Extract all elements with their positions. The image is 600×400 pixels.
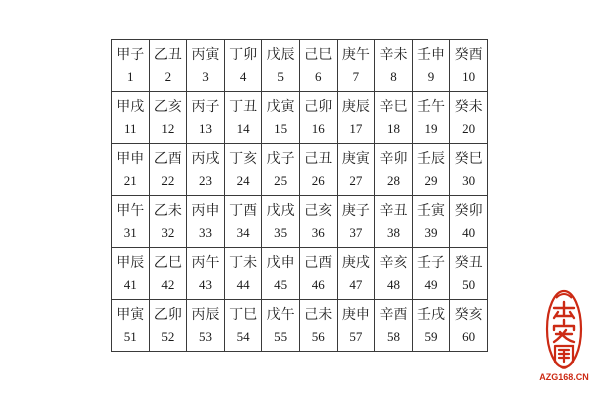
- cell-number: 31: [123, 224, 137, 240]
- cell-number: 44: [236, 276, 250, 292]
- table-row: [112, 300, 488, 352]
- cell-number: 6: [315, 68, 322, 84]
- cell-number: 14: [236, 120, 250, 136]
- table-cell: [149, 196, 187, 248]
- cell-name: 壬辰: [417, 150, 446, 167]
- sexagenary-cycle-table: [111, 39, 488, 352]
- cell-number: 51: [123, 328, 137, 344]
- cell-name: 丙寅: [191, 46, 220, 63]
- table-cell: [412, 196, 450, 248]
- cell-number: 57: [349, 328, 363, 344]
- cell-name: 己未: [304, 306, 333, 323]
- cell-name: 乙卯: [153, 306, 182, 323]
- cell-number: 48: [386, 276, 400, 292]
- cell-number: 29: [424, 172, 438, 188]
- cell-name: 乙未: [153, 202, 182, 219]
- seal-logo-icon: [542, 286, 586, 372]
- cell-name: 甲子: [116, 46, 145, 63]
- table-cell: [412, 40, 450, 92]
- table-cell: [112, 92, 150, 144]
- cell-name: 丙辰: [191, 306, 220, 323]
- cell-number: 55: [274, 328, 288, 344]
- cell-number: 10: [462, 68, 476, 84]
- table-cell: [337, 40, 375, 92]
- cell-number: 22: [161, 172, 175, 188]
- table-cell: [224, 92, 262, 144]
- table-cell: [149, 92, 187, 144]
- cell-number: 39: [424, 224, 438, 240]
- table-cell: [337, 144, 375, 196]
- cell-number: 26: [311, 172, 325, 188]
- cell-name: 己巳: [304, 46, 333, 63]
- table-cell: [112, 144, 150, 196]
- table-cell: [224, 40, 262, 92]
- cell-number: 53: [198, 328, 212, 344]
- table-cell: [337, 196, 375, 248]
- table-cell: [187, 40, 225, 92]
- cell-name: 甲辰: [116, 254, 145, 271]
- cell-number: 12: [161, 120, 175, 136]
- table-cell: [450, 144, 488, 196]
- cell-name: 戊寅: [266, 98, 295, 115]
- cell-name: 己亥: [304, 202, 333, 219]
- table-cell: [262, 300, 300, 352]
- table-cell: [262, 92, 300, 144]
- cell-number: 28: [386, 172, 400, 188]
- cell-number: 23: [198, 172, 212, 188]
- table-cell: [187, 144, 225, 196]
- table-row: [112, 248, 488, 300]
- table-cell: [262, 144, 300, 196]
- cell-name: 乙丑: [153, 46, 182, 63]
- cell-number: 60: [462, 328, 476, 344]
- cell-name: 乙亥: [153, 98, 182, 115]
- cell-number: 16: [311, 120, 325, 136]
- cell-number: 36: [311, 224, 325, 240]
- cell-number: 50: [462, 276, 476, 292]
- table-cell: [224, 196, 262, 248]
- cell-name: 癸丑: [454, 254, 483, 271]
- cell-number: 58: [386, 328, 400, 344]
- table-row: [112, 144, 488, 196]
- table-cell: [187, 92, 225, 144]
- cell-number: 3: [202, 68, 209, 84]
- table-cell: [262, 248, 300, 300]
- table-cell: [149, 300, 187, 352]
- watermark-url: AZG168.CN: [539, 372, 589, 382]
- cell-number: 8: [390, 68, 397, 84]
- cell-number: 17: [349, 120, 363, 136]
- cell-number: 37: [349, 224, 363, 240]
- table-cell: [412, 300, 450, 352]
- cell-number: 24: [236, 172, 250, 188]
- table-cell: [412, 92, 450, 144]
- table-cell: [299, 144, 337, 196]
- cell-number: 34: [236, 224, 250, 240]
- cell-number: 15: [274, 120, 288, 136]
- table-cell: [224, 248, 262, 300]
- cell-number: 59: [424, 328, 438, 344]
- cell-name: 壬寅: [417, 202, 446, 219]
- table-cell: [450, 300, 488, 352]
- cell-name: 己酉: [304, 254, 333, 271]
- table-cell: [299, 40, 337, 92]
- cell-name: 壬子: [417, 254, 446, 271]
- cell-name: 癸未: [454, 98, 483, 115]
- table-cell: [450, 196, 488, 248]
- cell-name: 乙酉: [153, 150, 182, 167]
- cell-name: 丁巳: [229, 306, 258, 323]
- cell-name: 丙申: [191, 202, 220, 219]
- cell-name: 庚戌: [341, 254, 370, 271]
- cell-number: 2: [164, 68, 172, 84]
- table-cell: [450, 248, 488, 300]
- table-cell: [337, 92, 375, 144]
- cell-number: 4: [239, 68, 247, 84]
- table-cell: [187, 248, 225, 300]
- cell-number: 25: [274, 172, 288, 188]
- table-row: [112, 92, 488, 144]
- table-cell: [450, 92, 488, 144]
- cell-name: 戊子: [266, 150, 295, 167]
- site-watermark: [528, 286, 598, 390]
- cell-name: 辛未: [379, 46, 408, 63]
- cell-name: 戊申: [266, 254, 295, 271]
- table-cell: [412, 144, 450, 196]
- cell-name: 戊辰: [266, 46, 295, 63]
- table-cell: [112, 40, 150, 92]
- cell-name: 辛酉: [379, 306, 408, 323]
- table-cell: [112, 196, 150, 248]
- cell-number: 47: [349, 276, 363, 292]
- table-cell: [375, 40, 413, 92]
- cell-name: 丙子: [191, 98, 220, 115]
- table-cell: [262, 196, 300, 248]
- table-cell: [299, 92, 337, 144]
- cell-number: 19: [424, 120, 438, 136]
- cell-number: 13: [198, 120, 212, 136]
- cell-name: 辛丑: [379, 202, 408, 219]
- cell-number: 42: [161, 276, 175, 292]
- cell-name: 丙戌: [191, 150, 220, 167]
- cell-name: 庚申: [341, 306, 370, 323]
- cell-name: 丁未: [229, 254, 258, 271]
- cell-name: 甲午: [116, 202, 145, 219]
- table-cell: [299, 196, 337, 248]
- cell-name: 庚寅: [341, 150, 370, 167]
- cell-number: 20: [462, 120, 476, 136]
- cell-name: 壬申: [417, 46, 446, 63]
- cell-number: 40: [462, 224, 476, 240]
- cell-number: 11: [124, 120, 137, 136]
- table-body: [112, 40, 488, 352]
- cell-name: 甲戌: [116, 98, 145, 115]
- cell-name: 辛亥: [379, 254, 408, 271]
- table-cell: [412, 248, 450, 300]
- cell-name: 癸卯: [454, 202, 483, 219]
- cell-number: 41: [123, 276, 137, 292]
- cell-name: 庚午: [341, 46, 370, 63]
- cell-name: 丁卯: [229, 46, 258, 63]
- cell-name: 壬戌: [417, 306, 446, 323]
- table-cell: [149, 40, 187, 92]
- table-cell: [337, 248, 375, 300]
- cell-name: 甲申: [116, 150, 145, 167]
- cell-number: 27: [349, 172, 363, 188]
- cell-number: 56: [311, 328, 325, 344]
- cell-number: 9: [427, 68, 435, 84]
- cell-name: 庚辰: [341, 98, 370, 115]
- cell-name: 癸酉: [454, 46, 483, 63]
- table-cell: [375, 248, 413, 300]
- cell-name: 丁酉: [229, 202, 258, 219]
- cell-number: 52: [161, 328, 175, 344]
- cell-number: 1: [127, 68, 134, 84]
- cell-number: 35: [274, 224, 288, 240]
- cell-name: 辛卯: [379, 150, 408, 167]
- cell-name: 乙巳: [153, 254, 182, 271]
- cell-name: 庚子: [341, 202, 370, 219]
- cell-name: 戊戌: [266, 202, 295, 219]
- cell-name: 癸巳: [454, 150, 483, 167]
- cell-number: 45: [274, 276, 288, 292]
- table-cell: [299, 300, 337, 352]
- table-cell: [375, 144, 413, 196]
- table-cell: [187, 196, 225, 248]
- table-cell: [375, 196, 413, 248]
- cell-name: 甲寅: [116, 306, 145, 323]
- cell-name: 壬午: [417, 98, 446, 115]
- cell-number: 32: [161, 224, 175, 240]
- cell-number: 5: [277, 68, 284, 84]
- cell-name: 己丑: [304, 150, 333, 167]
- table-cell: [375, 92, 413, 144]
- cell-number: 46: [311, 276, 325, 292]
- table-cell: [224, 300, 262, 352]
- cell-number: 49: [424, 276, 438, 292]
- cell-number: 43: [198, 276, 212, 292]
- cell-number: 30: [462, 172, 476, 188]
- cell-name: 辛巳: [379, 98, 408, 115]
- table-cell: [224, 144, 262, 196]
- table-cell: [187, 300, 225, 352]
- cell-name: 己卯: [304, 98, 333, 115]
- cell-name: 癸亥: [454, 306, 483, 323]
- cell-number: 18: [386, 120, 400, 136]
- table-cell: [112, 248, 150, 300]
- cell-name: 丁丑: [229, 98, 258, 115]
- cell-number: 54: [236, 328, 250, 344]
- table-cell: [112, 300, 150, 352]
- table-cell: [337, 300, 375, 352]
- cell-number: 21: [123, 172, 137, 188]
- cell-number: 38: [386, 224, 400, 240]
- table-cell: [375, 300, 413, 352]
- cell-name: 戊午: [266, 306, 295, 323]
- cell-name: 丙午: [191, 254, 220, 271]
- table-row: [112, 40, 488, 92]
- table-cell: [450, 40, 488, 92]
- cell-number: 33: [198, 224, 212, 240]
- table-row: [112, 196, 488, 248]
- cell-name: 丁亥: [229, 150, 258, 167]
- table-cell: [262, 40, 300, 92]
- table-cell: [149, 144, 187, 196]
- table-cell: [299, 248, 337, 300]
- table-cell: [149, 248, 187, 300]
- cell-number: 7: [352, 68, 360, 84]
